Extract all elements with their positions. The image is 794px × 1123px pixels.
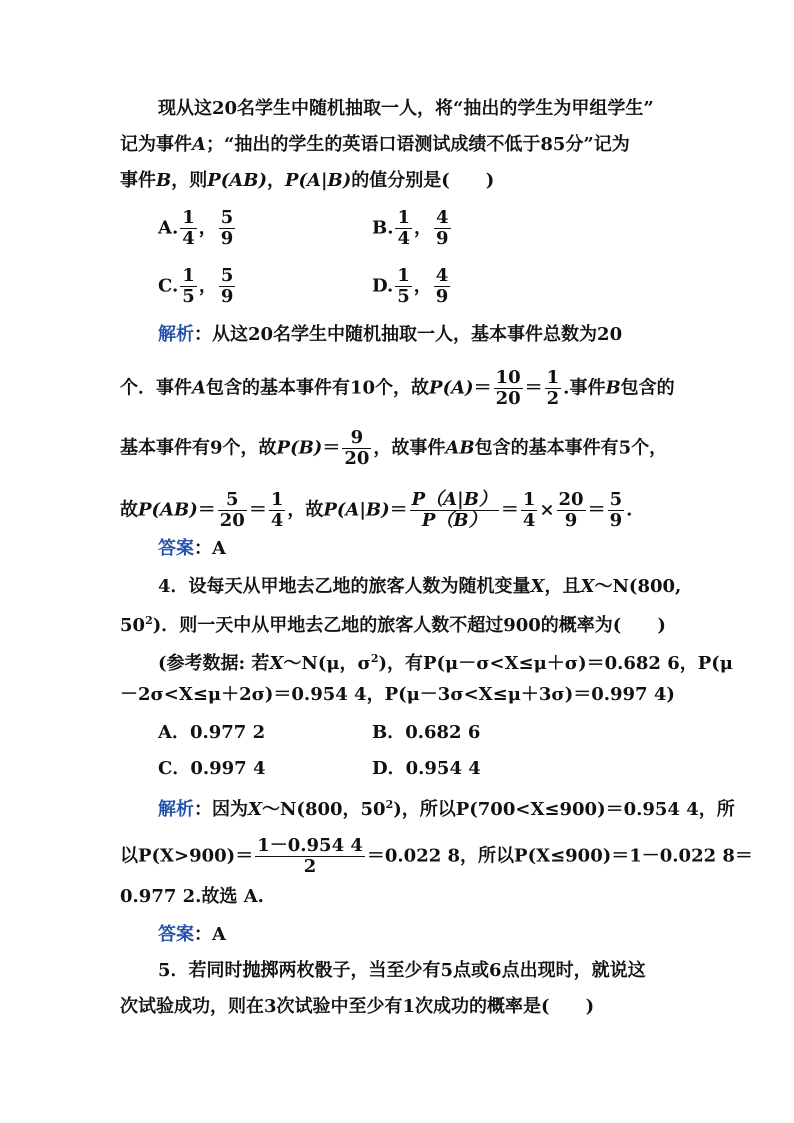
q4-reference-line-1: (参考数据: 若X～N(μ，$\sigma^2$)，有P(μ－σ<X≤μ＋σ)＝0.682 6，P(μ (158, 652, 733, 674)
q3-solution-line-4: 故P(AB)＝ $\frac{5}{20}$ ＝ $\frac{1}{4}$ ，故P(A|B)＝ $\frac{P(A|B)}{P(B)}$ ＝ $\frac{1}{4}$ × $\frac{20}{9}$ ＝ $\frac{5}{9}$ . (120, 489, 633, 531)
q4-stem-line-2: $50^2$)．则一天中从甲地去乙地的旅客人数不超过900的概率为( ) (120, 614, 666, 636)
q5-stem-line-1: 5．若同时抛掷两枚骰子，当至少有5点或6点出现时，就说这 (158, 960, 646, 981)
q4-solution-line-3: 0.977 2.故选 A. (120, 886, 264, 907)
q4-reference-line-2: －2σ<X≤μ＋2σ)＝0.954 4，P(μ－3σ<X≤μ＋3σ)＝0.997 4) (120, 684, 675, 705)
q3-solution-line-2: 个．事件A包含的基本事件有10个，故P(A)＝ $\frac{10}{20}$ ＝ $\frac{1}{2}$ .事件B包含的 (120, 367, 675, 409)
q3-solution-line-1: 解析：从这20名学生中随机抽取一人，基本事件总数为20 (158, 324, 623, 345)
q4-solution-line-1: 解析：因为X～N(800，$50^2$)，所以P(700<X≤900)＝0.954 4，所 (158, 798, 735, 820)
q3-option-d: D. $\frac{1}{5}$ ， $\frac{4}{9}$ (372, 265, 449, 307)
q5-stem-line-2: 次试验成功，则在3次试验中至少有1次成功的概率是( ) (120, 996, 595, 1017)
q3-option-b: B. $\frac{1}{4}$ ， $\frac{4}{9}$ (372, 207, 449, 249)
q3-solution-line-3: 基本事件有9个，故P(B)＝ $\frac{9}{20}$ ，故事件AB包含的基本事件有5个， (120, 427, 668, 469)
q3-answer: 答案：A (158, 538, 226, 559)
q4-solution-line-2: 以P(X>900)＝ $\frac{1-0.954 4}{2}$ ＝0.022 8，所以P(X≤900)＝1－0.022 8＝ (120, 835, 753, 877)
q4-option-c: C．0.997 4 (158, 758, 266, 779)
q3-stem-line-1: 现从这20名学生中随机抽取一人，将“抽出的学生为甲组学生” (158, 98, 654, 119)
q3-option-a: A. $\frac{1}{4}$ ， $\frac{5}{9}$ (158, 207, 234, 249)
q4-option-d: D．0.954 4 (372, 758, 481, 779)
q3-option-c: C. $\frac{1}{5}$ ， $\frac{5}{9}$ (158, 265, 234, 307)
q3-stem-line-2: 记为事件A；“抽出的学生的英语口语测试成绩不低于85分”记为 (120, 134, 630, 155)
q3-stem-line-3: 事件B，则P(AB)，P(A|B)的值分别是( ) (120, 170, 495, 191)
q4-option-a: A．0.977 2 (158, 722, 266, 743)
q4-answer: 答案：A (158, 924, 226, 945)
q4-option-b: B．0.682 6 (372, 722, 481, 743)
q4-stem-line-1: 4．设每天从甲地去乙地的旅客人数为随机变量X，且X～N(800, (158, 576, 682, 597)
